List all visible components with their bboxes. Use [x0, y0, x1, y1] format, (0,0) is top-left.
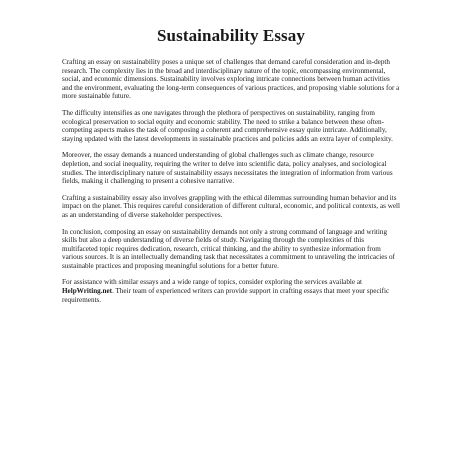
closing-text-after: . Their team of experienced writers can provide support in crafting essays that meet your specific requirements.	[62, 287, 390, 304]
closing-text-before: For assistance with similar essays and a wide range of topics, consider exploring the services available at	[62, 278, 363, 287]
document-title: Sustainability Essay	[157, 26, 305, 45]
paragraph-conclusion: In conclusion, composing an essay on sustainability demands not only a strong command of language and writing skills but also a deep understanding of diverse fields of study. Navigating through the complexities of this multifaceted topic requires dedication, research, critical thinking, and the ability to synthesize information from various sources. It is an intellectually demanding task that necessitates a commitment to unraveling the intricacies of sustainable practices and proposing meaningful solutions for a better future.	[62, 227, 395, 270]
brand-link[interactable]: HelpWriting.net	[62, 287, 113, 296]
paragraph-intro: Crafting an essay on sustainability poses a unique set of challenges that demand careful consideration and in-depth research. The complexity lies in the broad and interdisciplinary nature of the topic, encompassing environmental, social, and economic dimensions. Sustainability involves exploring intricate connections between human activities and the environment, evaluating the long-term consequences of various practices, and proposing viable solutions for a more sustainable future.	[62, 58, 400, 101]
paragraph-difficulty: The difficulty intensifies as one navigates through the plethora of perspectives on sustainability, ranging from ecological preservation to social equity and economic stability. The need to strike a balance between these often-competing aspects makes the task of composing a coherent and comprehensive essay quite intricate. Additionally, staying updated with the latest developments in sustainable practices and policies adds an extra layer of complexity.	[62, 108, 393, 143]
paragraph-global-challenges: Moreover, the essay demands a nuanced understanding of global challenges such as climate change, resource depletion, and social inequality, requiring the writer to delve into scientific data, policy analyses, and sociological studies. The interdisciplinary nature of sustainability essays necessitates the integration of information from various fields, making it challenging to present a cohesive narrative.	[62, 151, 393, 186]
paragraph-closing	[62, 278, 400, 304]
paragraph-ethics: Crafting a sustainability essay also involves grappling with the ethical dilemmas surrounding human behavior and its impact on the planet. This requires careful consideration of different cultural, economic, and political contexts, as well as an understanding of diverse stakeholder perspectives.	[62, 193, 401, 219]
